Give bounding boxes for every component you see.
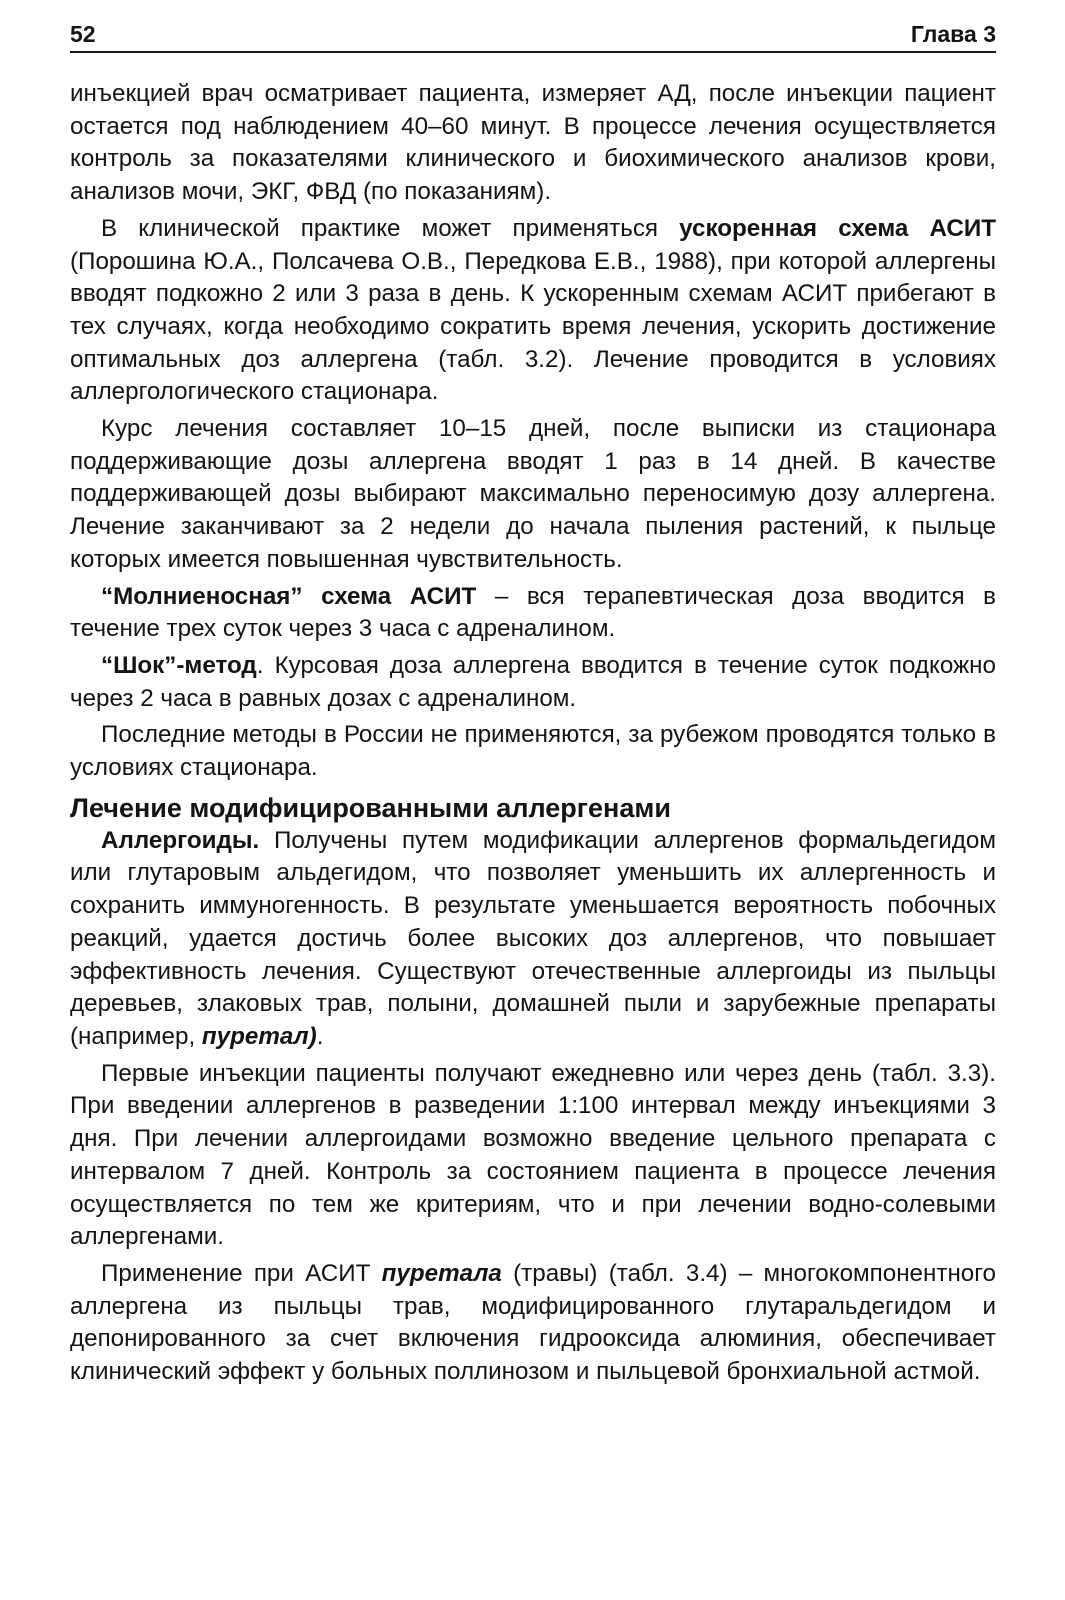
- bold-term: “Шок”-метод: [101, 651, 257, 679]
- paragraph-rush-scheme: [70, 581, 996, 646]
- paragraph-text: . Курсовая доза аллергена вводится в течение суток подкожно через 2 часа в равных дозах с адреналином.: [70, 651, 996, 712]
- paragraph-text: Получены путем модификации аллергенов формальдегидом или глутаровым альдегидом, что позволяет уменьшить их аллергенность и сохранить иммуногенность. В результате уменьшается вероятность побочных реакций, удается достичь более высоких доз аллергенов, что повышает эффективность лечения. Существуют отечественные аллергоиды из пыльцы деревьев, злаковых трав, полыни, домашней пыли и зарубежные препараты (например,: [70, 826, 996, 1050]
- paragraph-allergoids: [70, 825, 996, 1054]
- book-page: [70, 20, 996, 1389]
- paragraph-text: Курс лечения составляет 10–15 дней, после выписки из стационара поддерживающие дозы аллергена вводят 1 раз в 14 дней. В качестве поддерживающей дозы выбирают максимально переносимую дозу аллергена. Лечение заканчивают за 2 недели до начала пыления растений, к пыльце которых имеется повышенная чувствительность.: [70, 415, 996, 573]
- running-header: [70, 20, 996, 53]
- paragraph-text: (Порошина Ю.А., Полсачева О.В., Передкова Е.В., 1988), при которой аллергены вводят подкожно 2 или 3 раза в день. К ускоренным схемам АСИТ прибегают в тех случаях, когда необходимо сократить время лечения, ускорить достижение оптимальных доз аллергена (табл. 3.2). Лечение проводится в условиях аллергологического стационара.: [70, 247, 996, 406]
- paragraph-shock-method: [70, 650, 996, 715]
- section-heading: Лечение модифицированными аллергенами: [70, 792, 671, 823]
- paragraph-last-methods: [70, 719, 996, 784]
- paragraph-text: Первые инъекции пациенты получают ежедневно или через день (табл. 3.3). При введении аллергенов в разведении 1:100 интервал между инъекциями 3 дня. При лечении аллергоидами возможно введение цельного препарата с интервалом 7 дней. Контроль за состоянием пациента в процессе лечения осуществляется по тем же критериям, что и при лечении водно-солевыми аллергенами.: [70, 1059, 996, 1251]
- page-number: 52: [70, 21, 96, 47]
- paragraph-text: (травы) (табл. 3.4) – многокомпонентного аллергена из пыльцы трав, модифицированного глутаральдегидом и депонированного за счет включения гидрооксида алюминия, обеспечивает клинический эффект у больных поллинозом и пыльцевой бронхиальной астмой.: [70, 1259, 996, 1386]
- paragraph-text: В клинической практике может применяться: [101, 214, 680, 242]
- paragraph-continued: [70, 78, 996, 209]
- paragraph-text: – вся терапевтическая доза вводится в течение трех суток через 3 часа с адреналином.: [70, 582, 996, 643]
- paragraph-puretal: [70, 1258, 996, 1389]
- bold-italic-term: пуретала: [381, 1259, 502, 1287]
- paragraph-first-injections: [70, 1058, 996, 1254]
- paragraph-accelerated-scheme: [70, 213, 996, 409]
- paragraph-text: Последние методы в России не применяются, за рубежом проводятся только в условиях стационара.: [70, 721, 996, 782]
- bold-term: Аллергоиды.: [101, 826, 260, 854]
- paragraph-course: [70, 413, 996, 577]
- bold-italic-term: пуретал): [201, 1022, 317, 1050]
- chapter-label: Глава 3: [910, 21, 996, 47]
- bold-term: “Молниеносная” схема АСИТ: [101, 582, 477, 610]
- page-body: [70, 78, 996, 1389]
- bold-term: ускоренная схема АСИТ: [679, 214, 996, 242]
- paragraph-text: Применение при АСИТ: [101, 1259, 382, 1287]
- paragraph-text: инъекцией врач осматривает пациента, измеряет АД, после инъекции пациент остается под наблюдением 40–60 минут. В процессе лечения осуществляется контроль за показателями клинического и биохимического анализов крови, анализов мочи, ЭКГ, ФВД (по показаниям).: [70, 80, 996, 206]
- paragraph-text: .: [316, 1022, 324, 1050]
